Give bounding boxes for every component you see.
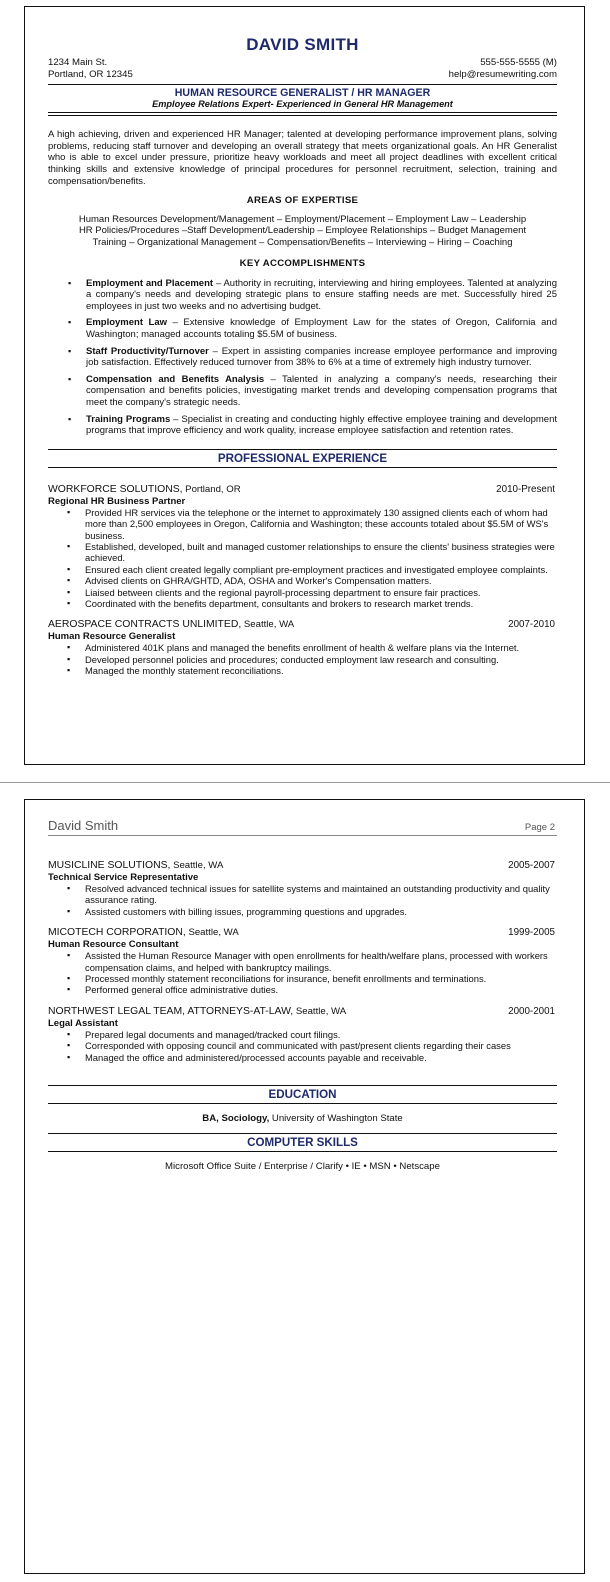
job-bullets [48,950,557,996]
job-role: Human Resource Consultant [48,939,179,951]
job-entry [48,484,557,610]
job-dates: 2005-2007 [508,860,555,871]
resume-page-1 [24,6,585,765]
resume-page-2 [24,799,585,1574]
contact-block [48,57,557,81]
expertise-line-1: Human Resources Development/Management – Employment/Placement – Employment Law – Leadership [78,213,527,225]
job-dates: 2010-Present [496,483,555,495]
education-entry [48,1113,557,1125]
job-bullets [48,507,557,610]
list-item: ▪ Coordinated with the benefits department, consultants and brokers to research market trends. [48,598,557,609]
degree: BA, Sociology, [202,1113,270,1125]
title-rule-double [48,115,557,116]
page-2-name: David Smith [48,818,119,833]
list-item: ▪ Performed general office administrative duties. [48,984,557,995]
job-entry [48,927,557,996]
job-location: Seattle, WA [293,1005,347,1017]
list-item: ▪ Staff Productivity/Turnover – Expert in assisting companies increase employee performance and improving job satisfaction. Effectively reduced turnover from 38% to 6% at a time of extremely high industry turnover. [48,346,557,369]
list-item: ▪ Resolved advanced technical issues for satellite systems and maintained an outstanding productivity and quality assurance rating. [48,883,557,906]
list-item: ▪ Employment Law – Extensive knowledge of Employment Law for the states of Oregon, California and Washington; managed accounts totaling $5.5M of business. [48,317,557,340]
page-2-header [48,818,557,836]
accomplishments-heading: KEY ACCOMPLISHMENTS [239,257,366,269]
list-item: ▪ Provided HR services via the telephone or the internet to approximately 130 assigned clients each of whom had more than 2,500 employees in Oregon, California and Washington; these accounts totaled about $5.5M of WS's business. [48,507,557,541]
job-dates: 1999-2005 [508,927,555,939]
list-item: ▪ Training Programs – Specialist in creating and conducting highly effective employee training and development programs that improve efficiency and work quality, increase employee satisfaction and retention rates. [48,414,557,437]
list-item: ▪ Managed the monthly statement reconciliations. [48,665,557,676]
list-item: ▪ Processed monthly statement reconciliations for insurance, benefit enrollments and terminations. [48,973,557,984]
skills-list: Microsoft Office Suite / Enterprise / Clarify • IE • MSN • Netscape [165,1161,440,1173]
list-item: ▪ Developed personnel policies and procedures; conducted employment law research and consulting. [48,654,557,665]
job-role: Technical Service Representative [48,872,199,883]
education-heading: EDUCATION [48,1085,557,1104]
job-bullets [48,1029,557,1063]
address-line-2: Portland, OR 12345 [48,69,133,80]
list-item: ▪ Liaised between clients and the regional payroll-processing department to ensure fair practices. [48,587,557,598]
expertise-heading: AREAS OF EXPERTISE [246,194,359,206]
list-item: ▪ Compensation and Benefits Analysis – Talented in analyzing a company's needs, researching their compensation and benefits policies, investigating market trends and developing compensation programs that meet the company's strategic needs. [48,374,557,409]
accomplishments-list [48,278,557,437]
job-company: WORKFORCE SOLUTIONS, [48,483,183,495]
job-company: MICOTECH CORPORATION, [48,927,186,939]
job-entry [48,860,557,917]
list-item: ▪ Prepared legal documents and managed/tracked court filings. [48,1029,557,1040]
list-item: ▪ Advised clients on GHRA/GHTD, ADA, OSHA and Worker's Compensation matters. [48,575,557,586]
professional-title: HUMAN RESOURCE GENERALIST / HR MANAGER [174,87,431,99]
job-dates: 2000-2001 [508,1005,555,1017]
list-item: ▪ Administered 401K plans and managed the benefits enrollment of health & welfare plans via the Internet. [48,642,557,653]
list-item: ▪ Established, developed, built and managed customer relationships to ensure the clients' business strategies were achieved. [48,541,557,564]
job-company: AEROSPACE CONTRACTS UNLIMITED, [48,619,242,631]
job-company: MUSICLINE SOLUTIONS, [48,860,171,871]
experience-heading: PROFESSIONAL EXPERIENCE [48,449,557,468]
job-bullets [48,883,557,917]
title-rule [48,112,557,113]
list-item: ▪ Employment and Placement – Authority in recruiting, interviewing and hiring employees. Talented at analyzing a company's needs and developing strategic plans to ensure staffing needs are met. Successfully hired 25 employees in just two weeks and no advertising budget. [48,278,557,313]
expertise-line-3: Training – Organizational Management – Compensation/Benefits – Interviewing – Hiring – Coaching [92,236,513,248]
job-location: Portland, OR [182,483,241,495]
job-location: Seattle, WA [185,927,239,939]
list-item: ▪ Assisted customers with billing issues, programming questions and upgrades. [48,906,557,917]
job-location: Seattle, WA [241,619,295,631]
skills-heading: COMPUTER SKILLS [48,1133,557,1152]
job-role: Regional HR Business Partner [48,495,186,507]
job-entry [48,1006,557,1063]
page-number: Page 2 [524,822,555,833]
job-bullets [48,642,557,676]
job-company: NORTHWEST LEGAL TEAM, ATTORNEYS-AT-LAW, [48,1005,294,1017]
list-item: ▪ Managed the office and administered/processed accounts payable and receivable. [48,1052,557,1063]
job-role: Legal Assistant [48,1017,118,1029]
list-item: ▪ Corresponded with opposing council and communicated with past/present clients regarding their cases [48,1040,557,1051]
professional-subtitle: Employee Relations Expert- Experienced in General HR Management [152,99,453,109]
summary-paragraph: A high achieving, driven and experienced HR Manager; talented at developing performance improvement plans, solving problems, reducing staff turnover and developing an overall strategy that meets organizational goals. An HR Generalist who is able to excel under pressure, prioritize heavy workloads and meet all project deadlines with excellent critical thinking skills and extensive knowledge of principal procedures for personnel recruitment, selection, training and compensation/benefits. [48,129,557,187]
school: University of Washington State [269,1113,403,1125]
header-rule [48,84,557,85]
page-separator [0,782,610,783]
candidate-name: DAVID SMITH [246,35,359,54]
list-item: ▪ Assisted the Human Resource Manager with open enrollments for health/welfare plans, processed with workers compensation claims, and helped with bankruptcy mailings. [48,950,557,973]
job-dates: 2007-2010 [508,619,555,631]
job-entry [48,619,557,676]
expertise-line-2: HR Policies/Procedures –Staff Development/Leadership – Employee Relationships – Budget Management [78,225,527,237]
address-line-1: 1234 Main St. [48,57,108,68]
job-role: Human Resource Generalist [48,631,176,643]
email-address: help@resumewriting.com [448,69,557,80]
expertise-list [48,214,557,249]
job-location: Seattle, WA [170,860,224,871]
list-item: ▪ Ensured each client created legally compliant pre-employment practices and investigated employee complaints. [48,564,557,575]
phone-number: 555-555-5555 (M) [480,57,557,68]
